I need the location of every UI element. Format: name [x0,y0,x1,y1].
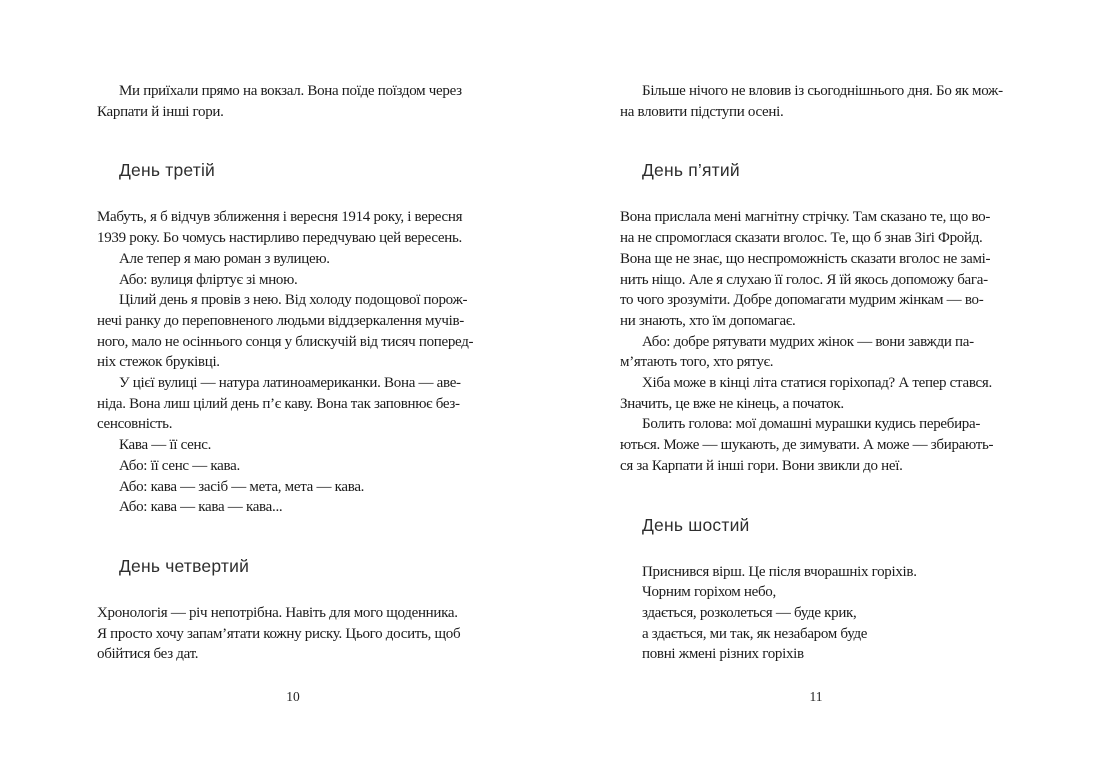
text-line: Більше нічого не вловив із сьогоднішнього дня. Бо як мож- [642,83,1003,99]
page-right[interactable] [620,0,1012,769]
text-line: Але тепер я маю роман з вулицею. [119,250,330,267]
text-line: Кава — її сенс. [119,437,212,454]
text-line: ніда. Вона лиш цілий день п’є каву. Вона так заповнює без- [97,395,460,412]
text-line: Або: вулиця фліртує зі мною. [119,271,298,288]
text-line: ються. Може — шукають, де зимувати. А може — збирають- [620,437,994,454]
text-line: то чого зрозуміти. Добре допомагати мудрим жінкам — во- [620,292,984,309]
text-line: Хіба може в кінці літа статися горіхопад? А тепер стався. [642,375,992,392]
text-line: 1939 року. Бо чомусь настирливо передчуваю цей вересень. [97,230,462,247]
text-line: а здається, ми так, як незабаром буде [642,625,868,642]
paragraph [97,207,489,518]
paragraph [620,562,1012,666]
text-line: Вона ще не знає, що неспроможність сказати вголос не замі- [620,250,991,267]
paragraph [97,81,489,122]
text-line: повні жмені різних горіхів [642,646,804,663]
text-line: обійтися без дат. [97,646,199,663]
text-line: Або: її сенс — кава. [119,457,240,474]
page-number: 10 [286,689,300,704]
text-line: Або: добре рятувати мудрих жінок — вони завжди па- [642,333,974,350]
text-line: нечі ранку до переповненого людьми віддзеркалення мучів- [97,312,464,329]
text-line: Чорним горіхом небо, [642,584,776,601]
text-line: Приснився вірш. Це після вчорашніх горіхів. [642,563,917,580]
page-number: 11 [809,689,823,704]
text-line: сенсовність. [97,416,173,433]
page-text [620,0,1012,665]
text-line: Я просто хочу запам’ятати кожну риску. Цього досить, щоб [97,625,461,642]
text-line: ни знають, хто їм допомагає. [620,312,796,329]
section-heading: День шостий [642,514,750,535]
text-line: ного, мало не осіннього сонця у блискучій від тисяч поперед- [97,333,474,350]
page-left[interactable] [97,0,489,769]
text-line: Болить голова: мої домашні мурашки кудись перебира- [642,416,981,433]
text-line: ся за Карпати й інші гори. Вони звикли до неї. [620,457,903,474]
text-line: на не спромоглася сказати вголос. Те, що б знав Зіґі Фройд. [620,230,983,247]
text-line: У цієї вулиці — натура латиноамериканки. Вона — аве- [119,375,461,392]
text-line: здається, розколеться — буде крик, [642,604,857,621]
page-text [97,0,489,665]
section-heading: День третій [119,160,216,181]
text-line: Значить, це вже не кінець, а початок. [620,395,844,412]
section-heading: День п’ятий [642,160,740,181]
paragraph [620,207,1012,476]
paragraph [97,603,489,665]
text-line: ніх стежок бруківці. [97,354,220,371]
text-line: Ми приїхали прямо на вокзал. Вона поїде поїздом через [119,83,462,99]
text-line: Карпати й інші гори. [97,103,224,120]
section-heading: День четвертий [119,555,250,576]
paragraph [620,81,1012,122]
text-line: Вона прислала мені магнітну стрічку. Там сказано те, що во- [620,209,991,226]
text-line: нить ніщо. Але я слухаю її голос. Я їй якось допоможу бага- [620,271,988,288]
text-line: Хронологія — річ непотрібна. Навіть для мого щоденника. [97,604,458,621]
text-line: м’ятають того, хто рятує. [620,354,774,371]
text-line: Цілий день я провів з нею. Від холоду подощової порож- [119,292,468,309]
text-line: Або: кава — кава — кава... [119,499,283,516]
text-line: на вловити підступи осені. [620,103,784,120]
text-line: Або: кава — засіб — мета, мета — кава. [119,478,365,495]
text-line: Мабуть, я б відчув зближення і вересня 1914 року, і вересня [97,209,463,226]
